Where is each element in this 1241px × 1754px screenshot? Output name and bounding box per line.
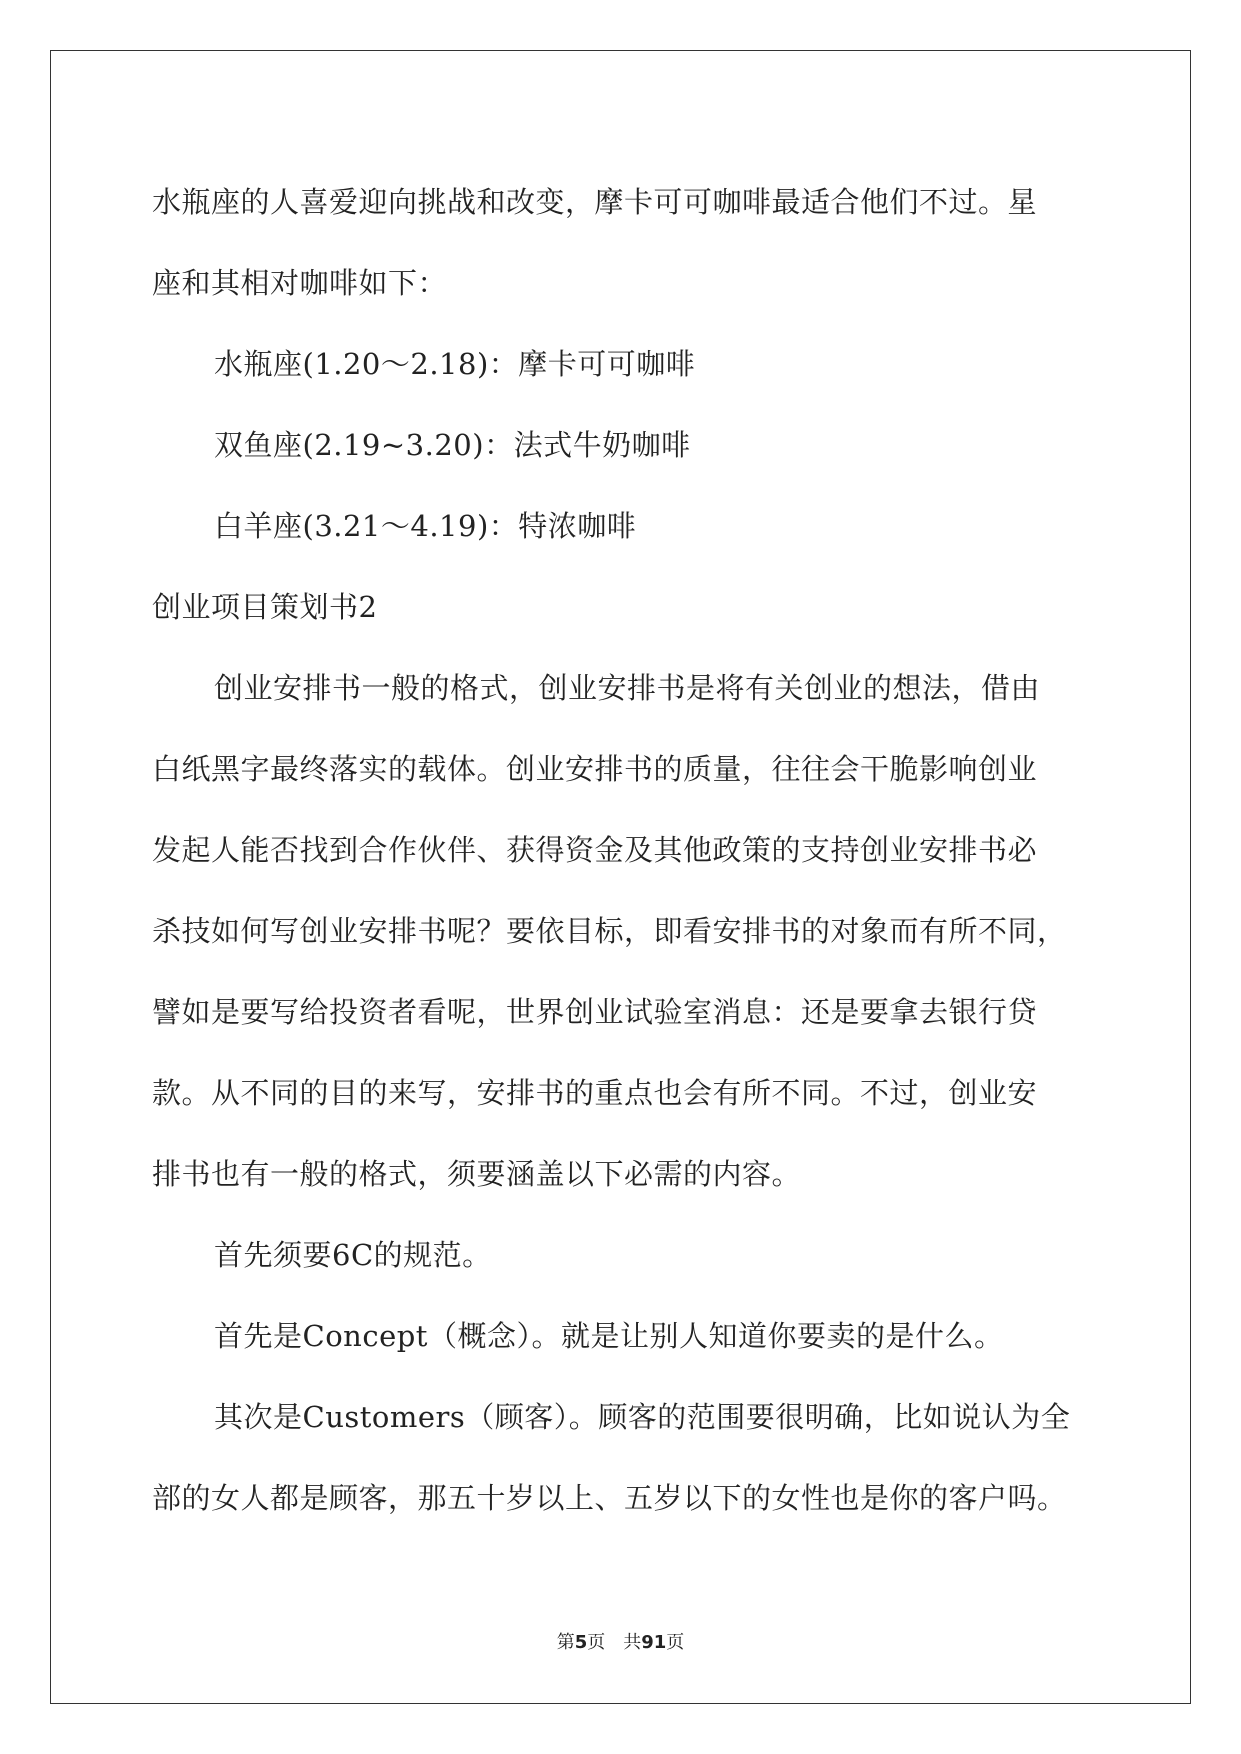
text-line: 其次是Customers（顾客）。顾客的范围要很明确，比如说认为全 [214, 1400, 1071, 1434]
page-footer [0, 1628, 1241, 1654]
footer-total-pages: 91 [641, 1632, 667, 1653]
text-line: 白纸黑字最终落实的载体。创业安排书的质量，往往会干脆影响创业 [152, 752, 1038, 786]
text-line: 杀技如何写创业安排书呢？要依目标，即看安排书的对象而有所不同， [152, 914, 1067, 948]
text-line: 排书也有一般的格式，须要涵盖以下必需的内容。 [152, 1157, 802, 1191]
footer-page-number: 5 [574, 1632, 588, 1653]
text-line: 部的女人都是顾客，那五十岁以上、五岁以下的女性也是你的客户吗。 [152, 1481, 1067, 1515]
text-line: 双鱼座(2.19~3.20)：法式牛奶咖啡 [214, 428, 691, 462]
text-line: 水瓶座的人喜爱迎向挑战和改变，摩卡可可咖啡最适合他们不过。星 [152, 185, 1038, 219]
text-line: 首先是Concept（概念）。就是让别人知道你要卖的是什么。 [214, 1319, 1004, 1353]
footer-prefix: 第 [556, 1632, 575, 1653]
footer-mid: 页 共 [587, 1632, 642, 1653]
text-line: 首先须要6C的规范。 [214, 1238, 492, 1272]
text-line: 白羊座(3.21～4.19)：特浓咖啡 [214, 509, 637, 543]
text-line: 水瓶座(1.20～2.18)：摩卡可可咖啡 [214, 347, 696, 381]
text-line: 座和其相对咖啡如下： [152, 266, 448, 300]
text-line: 创业安排书一般的格式，创业安排书是将有关创业的想法，借由 [214, 671, 1041, 705]
text-line: 创业项目策划书2 [152, 590, 378, 624]
text-line: 发起人能否找到合作伙伴、获得资金及其他政策的支持创业安排书必 [152, 833, 1038, 867]
text-line: 譬如是要写给投资者看呢，世界创业试验室消息：还是要拿去银行贷 [152, 995, 1038, 1029]
footer-suffix: 页 [666, 1632, 685, 1653]
document-body [152, 162, 1082, 1539]
text-line: 款。从不同的目的来写，安排书的重点也会有所不同。不过，创业安 [152, 1076, 1038, 1110]
